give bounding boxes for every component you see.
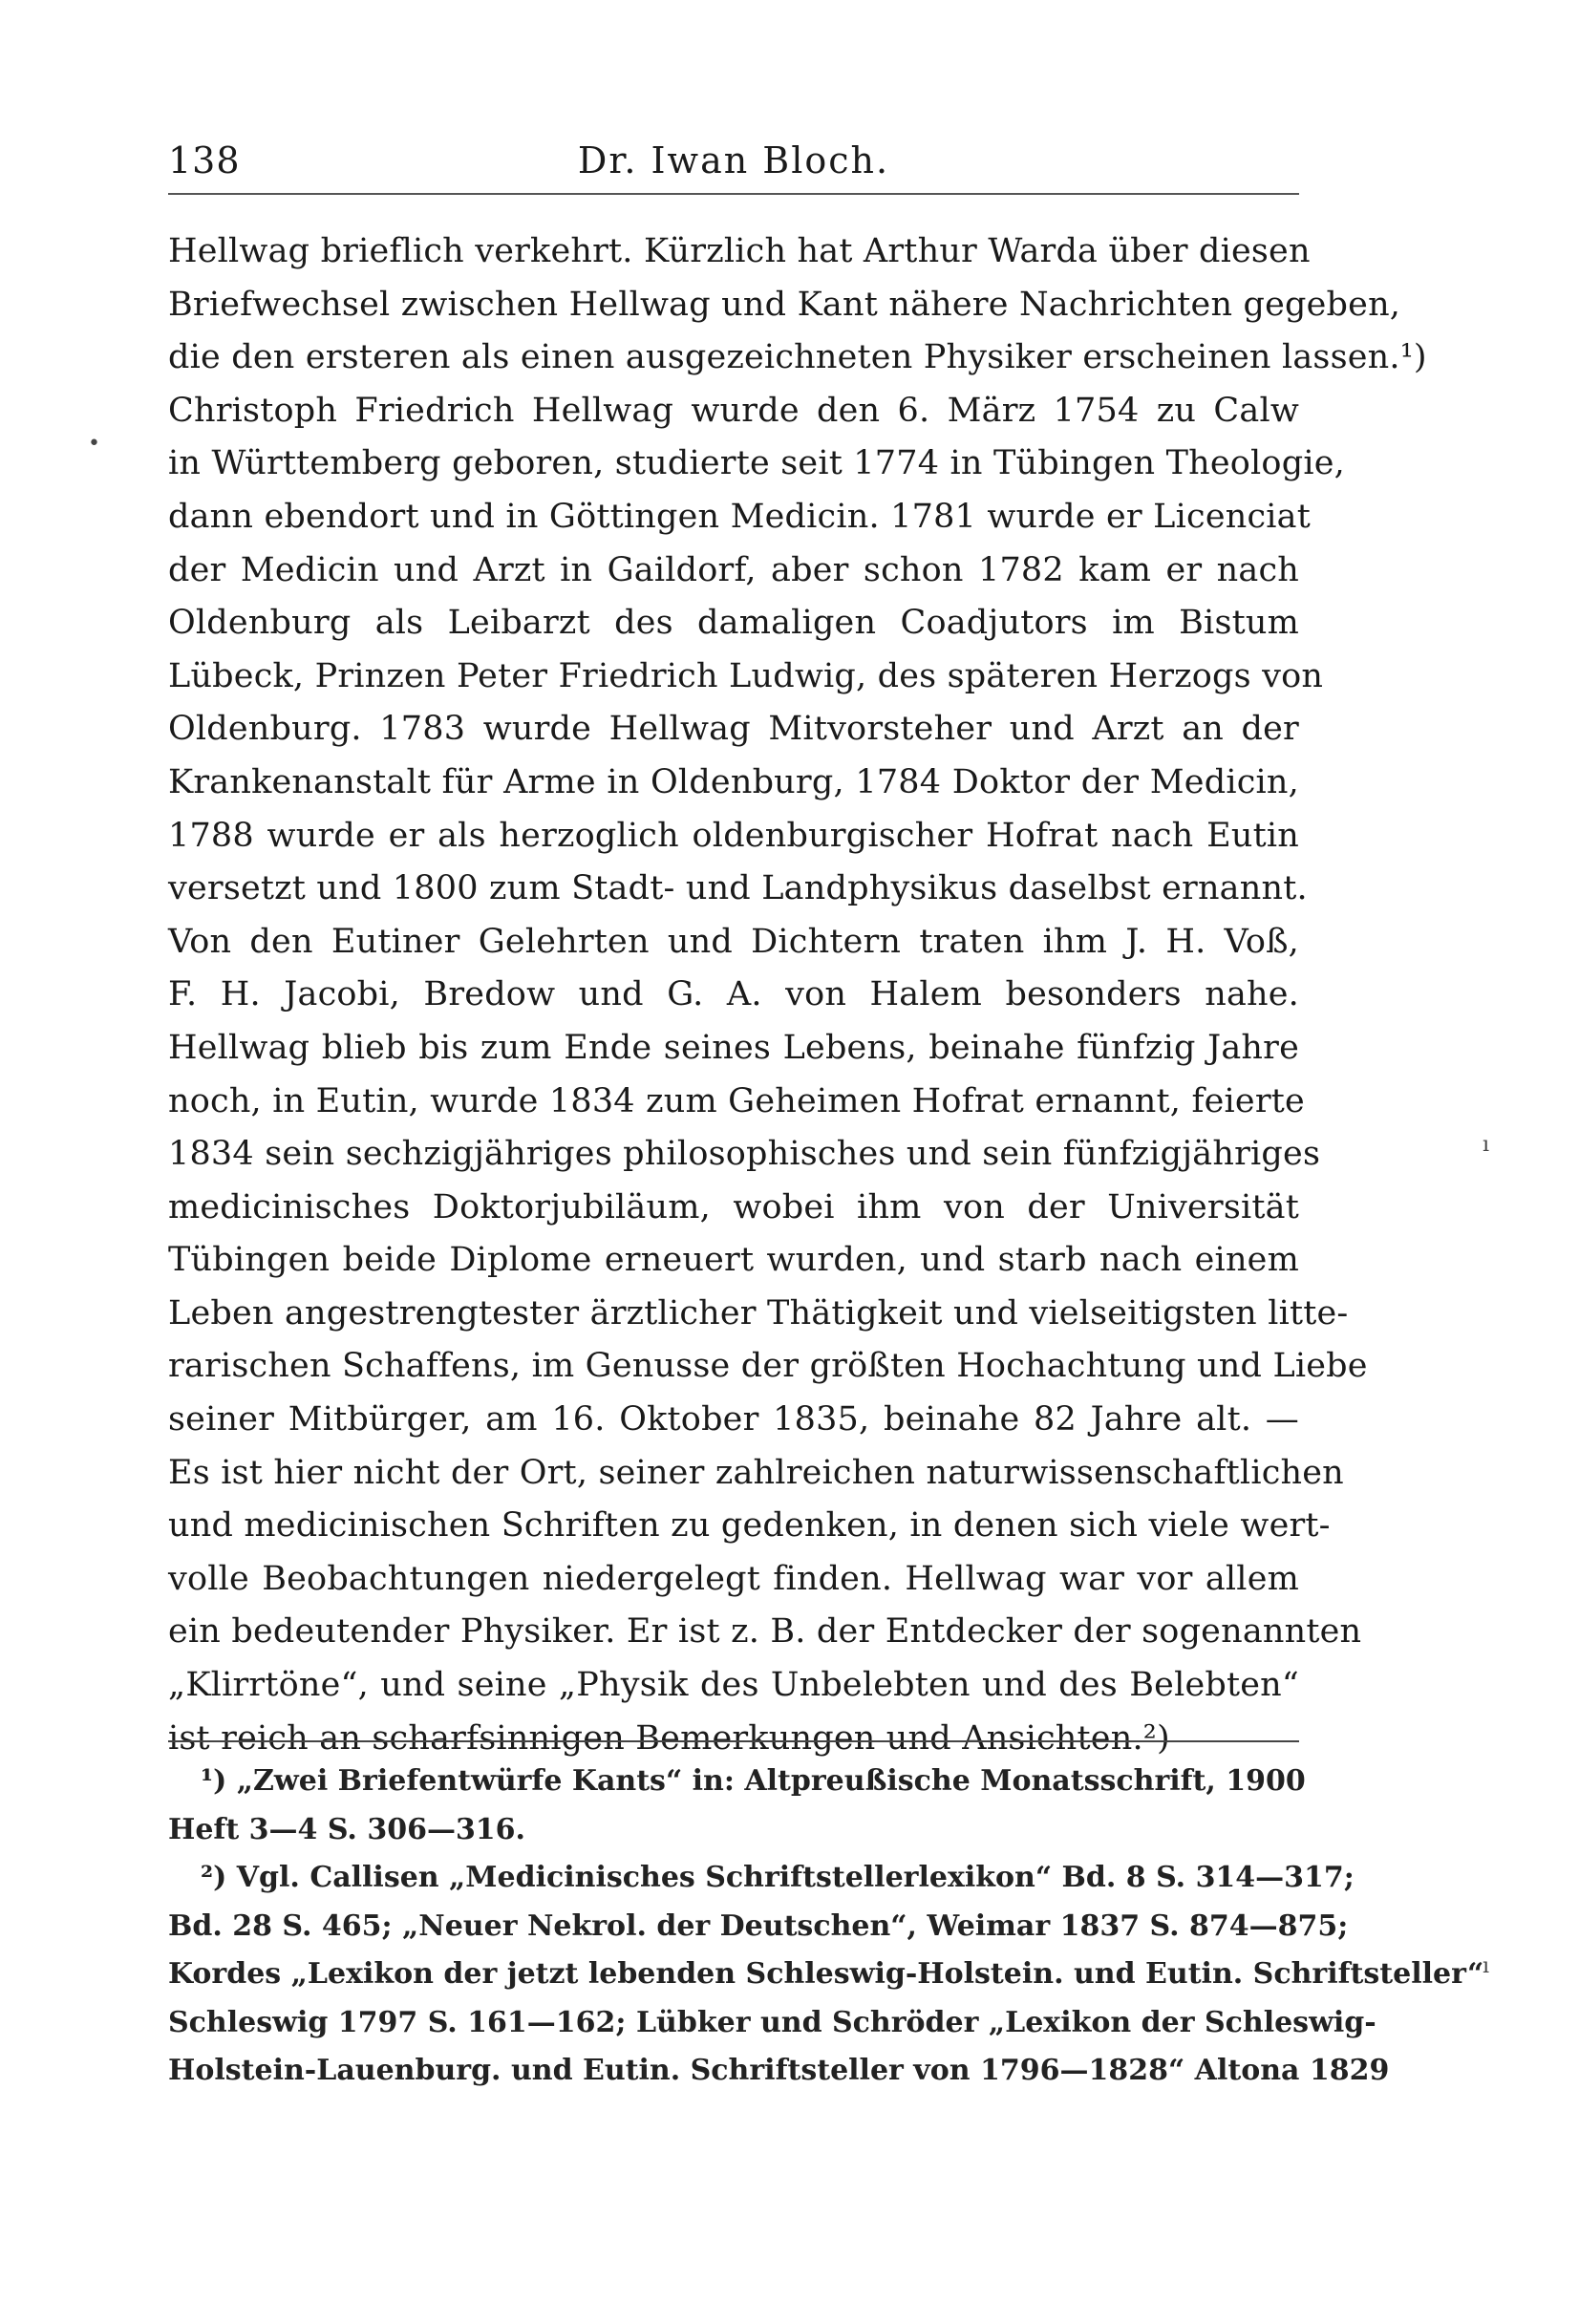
- text-line: ein bedeutender Physiker. Er ist z. B. der Entdecker der sogenannten: [168, 1612, 1362, 1652]
- text-line: F. H. Jacobi, Bredow und G. A. von Halem besonders nahe.: [168, 975, 1299, 1014]
- footnote-rule: [168, 1740, 1299, 1742]
- running-head: Dr. Iwan Bloch.: [577, 139, 890, 181]
- text-line: volle Beobachtungen niedergelegt finden. Hellwag war vor allem: [168, 1559, 1299, 1598]
- text-line: Es ist hier nicht der Ort, seiner zahlreichen naturwissenschaftlichen: [168, 1453, 1344, 1492]
- text-line: und medicinischen Schriften zu gedenken, in denen sich viele wert-: [168, 1506, 1331, 1546]
- text-line: versetzt und 1800 zum Stadt- und Landphysikus daselbst ernannt.: [168, 869, 1308, 908]
- footnotes: [168, 1758, 1484, 2096]
- page-header: [168, 139, 1299, 193]
- text-line: Christoph Friedrich Hellwag wurde den 6. März 1754 zu Calw: [168, 391, 1299, 430]
- text-line: „Klirrtöne“, und seine „Physik des Unbelebten und des Belebten“: [168, 1666, 1299, 1705]
- margin-dot: •: [88, 432, 100, 456]
- margin-tick: ı: [1483, 1133, 1490, 1157]
- text-line: Briefwechsel zwischen Hellwag und Kant nähere Nachrichten gegeben,: [168, 285, 1401, 324]
- footnote-line: ²) Vgl. Callisen „Medicinisches Schriftstellerlexikon“ Bd. 8 S. 314—317;: [201, 1861, 1355, 1894]
- text-line: dann ebendort und in Göttingen Medicin. 1781 wurde er Licenciat: [168, 497, 1312, 536]
- text-line: Tübingen beide Diplome erneuert wurden, und starb nach einem: [168, 1241, 1299, 1280]
- footnote-line: ¹) „Zwei Briefentwürfe Kants“ in: Altpreußische Monatsschrift, 1900: [201, 1764, 1306, 1798]
- page-number: 138: [168, 139, 241, 181]
- header-rule: [168, 193, 1299, 195]
- text-line: Oldenburg als Leibarzt des damaligen Coadjutors im Bistum: [168, 604, 1299, 643]
- main-text: [168, 225, 1427, 1765]
- text-line: in Württemberg geboren, studierte seit 1774 in Tübingen Theologie,: [168, 444, 1345, 483]
- text-line: Oldenburg. 1783 wurde Hellwag Mitvorsteher und Arzt an der: [168, 710, 1299, 749]
- footnote-line: Bd. 28 S. 465; „Neuer Nekrol. der Deutschen“, Weimar 1837 S. 874—875;: [168, 1908, 1349, 1943]
- text-line: Hellwag brieflich verkehrt. Kürzlich hat Arthur Warda über diesen: [168, 232, 1311, 270]
- text-line: Lübeck, Prinzen Peter Friedrich Ludwig, des späteren Herzogs von: [168, 656, 1324, 695]
- text-line: noch, in Eutin, wurde 1834 zum Geheimen Hofrat ernannt, feierte: [168, 1081, 1305, 1120]
- text-line: Krankenanstalt für Arme in Oldenburg, 1784 Doktor der Medicin,: [168, 762, 1299, 801]
- text-line: rarischen Schaffens, im Genusse der größten Hochachtung und Liebe: [168, 1347, 1368, 1386]
- footnote-line: Schleswig 1797 S. 161—162; Lübker und Schröder „Lexikon der Schleswig-: [168, 2005, 1376, 2039]
- text-line: seiner Mitbürger, am 16. Oktober 1835, beinahe 82 Jahre alt. —: [168, 1400, 1299, 1439]
- text-line: Von den Eutiner Gelehrten und Dichtern traten ihm J. H. Voß,: [168, 922, 1299, 961]
- footnote-line: Kordes „Lexikon der jetzt lebenden Schleswig-Holstein. und Eutin. Schriftsteller“: [168, 1957, 1484, 1991]
- text-line: die den ersteren als einen ausgezeichneten Physiker erscheinen lassen.¹): [168, 338, 1427, 377]
- text-line: 1834 sein sechzigjähriges philosophisches und sein fünfzigjähriges: [168, 1135, 1321, 1174]
- text-line: Leben angestrengtester ärztlicher Thätigkeit und vielseitigsten litte-: [168, 1293, 1349, 1333]
- text-line: medicinisches Doktorjubiläum, wobei ihm von der Universität: [168, 1187, 1299, 1226]
- text-line: 1788 wurde er als herzoglich oldenburgischer Hofrat nach Eutin: [168, 816, 1299, 855]
- text-line: Hellwag blieb bis zum Ende seines Lebens, beinahe fünfzig Jahre: [168, 1028, 1299, 1067]
- footnote-line: Holstein-Lauenburg. und Eutin. Schriftsteller von 1796—1828“ Altona 1829: [168, 2054, 1390, 2087]
- footnote-line: Heft 3—4 S. 306—316.: [168, 1812, 526, 1846]
- text-line: ist reich an scharfsinnigen Bemerkungen und Ansichten.²): [168, 1718, 1170, 1758]
- text-line: der Medicin und Arzt in Gaildorf, aber schon 1782 kam er nach: [168, 550, 1299, 589]
- margin-tick: ı: [1483, 1954, 1490, 1978]
